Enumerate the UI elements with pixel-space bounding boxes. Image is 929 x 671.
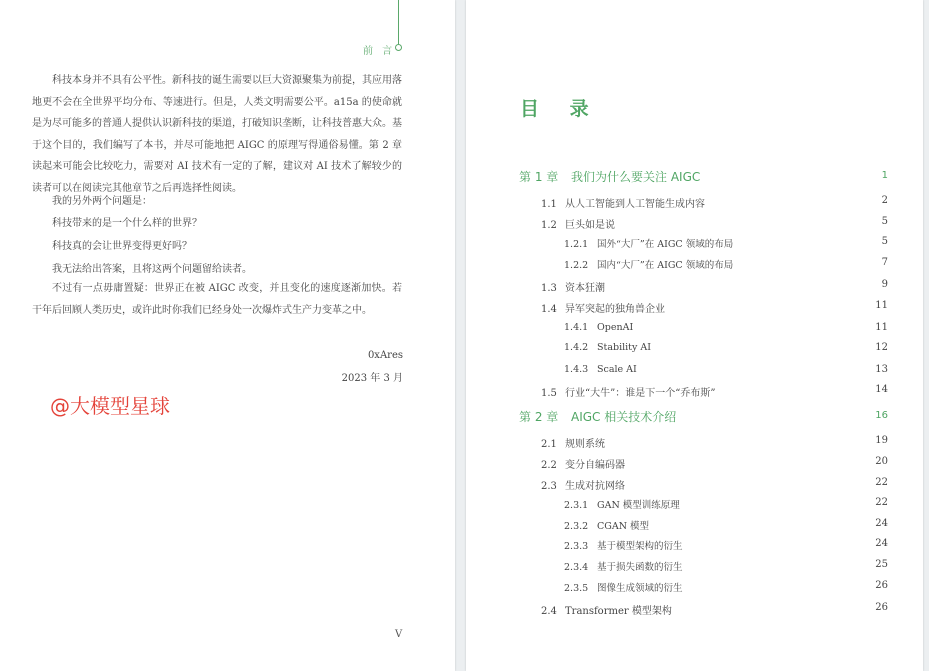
left-page-preface [0, 0, 455, 671]
preface-question-1: 科技带来的是一个什么样的世界？ [52, 218, 202, 229]
toc-entry-page: 24 [875, 538, 888, 549]
toc-entry-number: 1.2 [541, 220, 557, 231]
toc-section-entry[interactable] [541, 300, 665, 315]
toc-subsection-entry[interactable] [564, 518, 649, 532]
toc-entry-title: 基于损失函数的衍生 [597, 562, 683, 573]
toc-subsection-entry[interactable] [564, 257, 733, 271]
toc-entry-title: Scale AI [597, 364, 637, 375]
toc-entry-title: Transformer 模型架构 [565, 606, 672, 617]
toc-section-entry[interactable] [541, 477, 625, 492]
toc-entry-number: 1.4.2 [564, 342, 589, 353]
toc-entry-number: 2.4 [541, 606, 557, 617]
toc-entry-title: CGAN 模型 [597, 521, 650, 532]
toc-entry-page: 5 [881, 236, 888, 247]
preface-paragraph-2: 不过有一点毋庸置疑：世界正在被 AIGC 改变，并且变化的速度逐渐加快。若干年后回顾人类历史，或许此时你我们已经身处一次爆炸式生产力变革之中。 [32, 283, 402, 316]
toc-entry-page: 14 [875, 384, 888, 395]
toc-entry-number: 1.4 [541, 304, 557, 315]
toc-entry-page: 22 [875, 497, 888, 508]
header-rule [398, 0, 399, 44]
toc-subsection-entry[interactable] [564, 538, 683, 552]
toc-entry-page: 2 [881, 195, 888, 206]
toc-subsection-entry[interactable] [564, 364, 637, 375]
toc-entry-page: 11 [875, 322, 888, 333]
preface-date: 2023 年 3 月 [341, 373, 403, 384]
toc-entry-title: 基于模型架构的衍生 [597, 541, 683, 552]
toc-subsection-entry[interactable] [564, 559, 683, 573]
toc-entry-title: 巨头如是说 [565, 220, 615, 231]
toc-entry-number: 2.3.1 [564, 500, 589, 511]
toc-entry-page: 12 [875, 342, 888, 353]
toc-section-entry[interactable] [541, 195, 705, 210]
toc-entry-number: 1.3 [541, 283, 557, 294]
running-header: 前 言 [363, 46, 396, 57]
toc-entry-page: 16 [875, 410, 888, 421]
toc-entry-title: 我们为什么要关注 AIGC [571, 170, 701, 184]
toc-entry-number: 1.2.1 [564, 239, 589, 250]
toc-entry-title: 图像生成领域的衍生 [597, 583, 683, 594]
toc-subsection-entry[interactable] [564, 342, 651, 353]
toc-entry-title: OpenAI [597, 322, 634, 333]
preface-signature: 0xAres [367, 350, 403, 361]
toc-section-entry[interactable] [541, 602, 672, 617]
toc-chapter-entry[interactable] [519, 168, 700, 185]
toc-section-entry[interactable] [541, 384, 715, 399]
toc-entry-title: 变分自编码器 [565, 460, 625, 471]
toc-entry-page: 25 [875, 559, 888, 570]
toc-entry-number: 2.3.5 [564, 583, 589, 594]
toc-entry-number: 2.2 [541, 460, 557, 471]
toc-entry-number: 第 1 章 [519, 170, 559, 184]
toc-entry-number: 2.3.2 [564, 521, 589, 532]
toc-subsection-entry[interactable] [564, 322, 633, 333]
toc-entry-title: 行业“大牛”：谁是下一个“乔布斯” [565, 388, 716, 399]
toc-entry-page: 20 [875, 456, 888, 467]
toc-entry-page: 11 [875, 300, 888, 311]
toc-entry-page: 1 [881, 170, 888, 181]
toc-entry-page: 9 [881, 279, 888, 290]
toc-section-entry[interactable] [541, 435, 605, 450]
preface-question-2: 科技真的会让世界变得更好吗？ [52, 241, 192, 252]
toc-entry-page: 13 [875, 364, 888, 375]
toc-entry-page: 22 [875, 477, 888, 488]
toc-section-entry[interactable] [541, 216, 615, 231]
toc-entry-number: 1.4.3 [564, 364, 589, 375]
toc-entry-title: 异军突起的独角兽企业 [565, 304, 665, 315]
toc-entry-title: GAN 模型训练原理 [597, 500, 680, 511]
preface-answer-line: 我无法给出答案，且将这两个问题留给读者。 [52, 264, 252, 275]
toc-section-entry[interactable] [541, 456, 625, 471]
page-number: V [395, 629, 403, 640]
toc-chapter-entry[interactable] [519, 408, 676, 425]
toc-subsection-entry[interactable] [564, 580, 683, 594]
toc-entry-title: 国内“大厂”在 AIGC 领域的布局 [597, 260, 734, 271]
header-dot [395, 44, 402, 51]
toc-entry-title: AIGC 相关技术介绍 [571, 410, 677, 424]
watermark: @大模型星球 [50, 394, 170, 418]
toc-entry-title: Stability AI [597, 342, 652, 353]
toc-entry-page: 5 [881, 216, 888, 227]
toc-entry-page: 26 [875, 580, 888, 591]
toc-entry-title: 生成对抗网络 [565, 481, 625, 492]
toc-subsection-entry[interactable] [564, 497, 680, 511]
toc-entry-number: 2.3 [541, 481, 557, 492]
preface-intro-line: 我的另外两个问题是： [52, 196, 152, 207]
toc-entry-page: 24 [875, 518, 888, 529]
toc-entry-page: 19 [875, 435, 888, 446]
toc-entry-number: 1.4.1 [564, 322, 589, 333]
toc-entry-title: 国外“大厂”在 AIGC 领域的布局 [597, 239, 734, 250]
toc-entry-number: 2.3.4 [564, 562, 589, 573]
toc-entry-number: 1.5 [541, 388, 557, 399]
toc-entry-number: 1.2.2 [564, 260, 589, 271]
toc-entry-title: 从人工智能到人工智能生成内容 [565, 199, 705, 210]
toc-entry-page: 7 [881, 257, 888, 268]
toc-entry-title: 资本狂潮 [565, 283, 605, 294]
preface-paragraph-1: 科技本身并不具有公平性。新科技的诞生需要以巨大资源聚集为前提，其应用落地更不会在全世界平均分布、等速进行。但是，人类文明需要公平。a15a 的使命就是为尽可能多的普通人提供认识新科技的渠道，打破知识垄断，让科技普惠大众。基于这个目的，我们编写了本书，并尽可能地把 AIGC 的原理写得通俗易懂。第 2 章读起来可能会比较吃力，需要对 AI 技术有一定的了解，建议对 AI 技术了解较少的读者可以在阅读完其他章节之后再选择性阅读。 [32, 75, 402, 194]
toc-entry-title: 规则系统 [565, 439, 605, 450]
toc-section-entry[interactable] [541, 279, 605, 294]
toc-subsection-entry[interactable] [564, 236, 733, 250]
toc-title: 目 录 [520, 98, 601, 120]
toc-entry-number: 1.1 [541, 199, 557, 210]
toc-entry-number: 第 2 章 [519, 410, 559, 424]
toc-entry-number: 2.3.3 [564, 541, 589, 552]
toc-entry-page: 26 [875, 602, 888, 613]
toc-entry-number: 2.1 [541, 439, 557, 450]
